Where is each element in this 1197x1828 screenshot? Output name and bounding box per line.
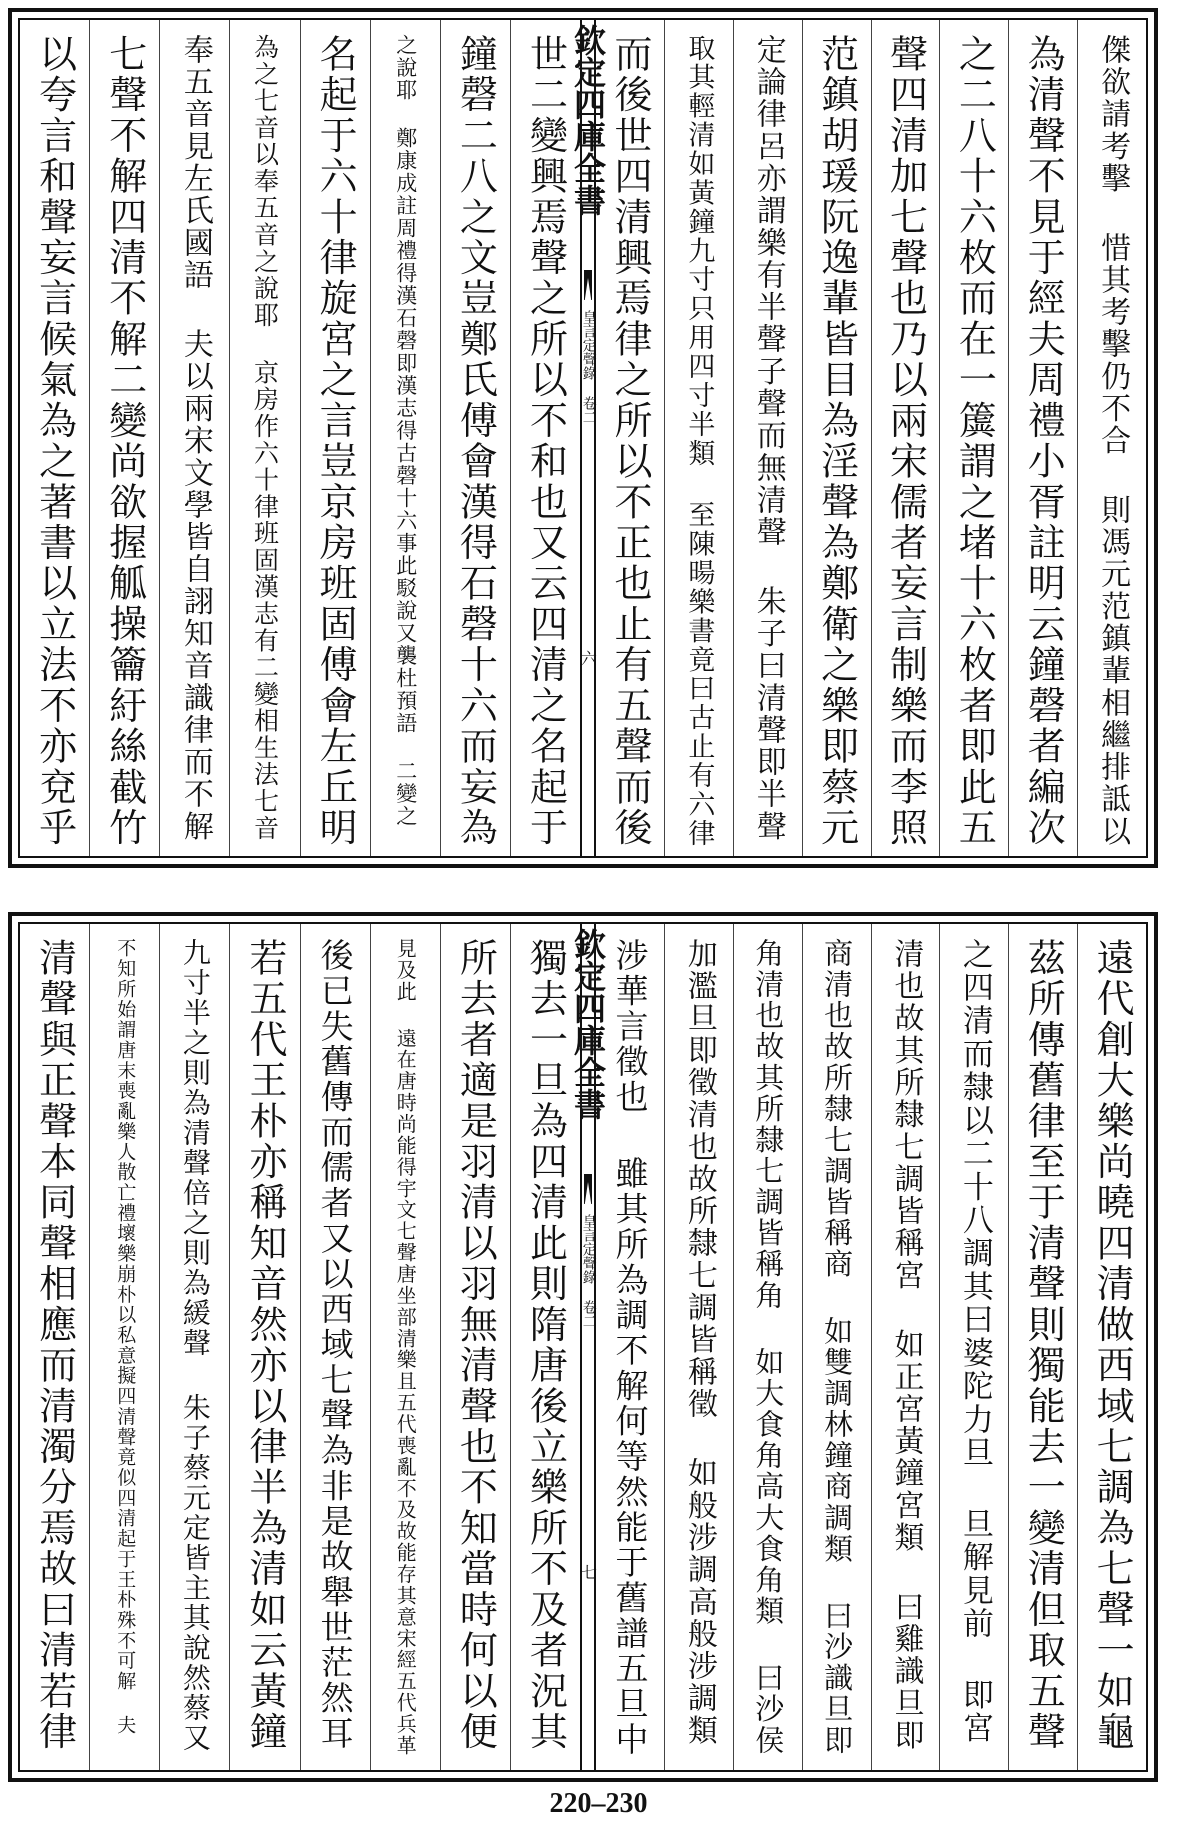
text-column: 七聲不解四清不解二變尚欲握觚操籥紆絲截竹 (89, 20, 159, 856)
text-column: 涉華言徵也 雖其所為調不解何等然能于舊譜五旦中 (610, 938, 650, 1758)
text-column: 而後世四清興焉律之所以不正也止有五聲而後 (607, 34, 652, 849)
text-column: 角清也故其所隸七調皆稱角 如大食角高大食角類 曰沙侯 (733, 924, 802, 1770)
text-column: 見及此 遠在唐時尚能得宇文七聲唐坐部清樂且五代喪亂不及故能存其意宋經五代兵革 (370, 924, 440, 1770)
text-column: 加濫旦即徵清也故所隸七調皆稱徵 如般涉調高般涉調類 (664, 924, 733, 1770)
text-column: 清聲與正聲本同聲相應而清濁分焉故曰清若律 (32, 938, 77, 1753)
folio-number: 七 (578, 1564, 598, 1580)
text-column: 之四清而隸以二十八調其曰婆陀力旦 旦解見前 即宮 (939, 924, 1008, 1770)
book-title: 欽定四庫全書 (569, 928, 607, 1120)
scan-reference-number: 220–230 (549, 1788, 648, 1819)
left-text-block (20, 924, 582, 1770)
text-column: 商清也故所隸七調皆稱商 如雙調林鐘商調類 曰沙識旦即 (802, 924, 871, 1770)
text-column: 九寸半之則為清聲倍之則為緩聲 朱子蔡元定皆主其說然蔡又 (159, 924, 229, 1770)
text-column: 不知所始謂唐末喪亂樂人散亡禮壞樂崩朴以私意擬四清聲竟似四清起于王朴殊不可解 夫 (89, 924, 159, 1770)
right-text-block (594, 20, 1146, 856)
text-column: 以夸言和聲妄言候氣為之著書以立法不亦兗乎 (32, 34, 77, 849)
text-column: 名起于六十律旋宮之言豈京房班固傅會左丘明 (300, 20, 370, 856)
folio-number: 六 (578, 650, 598, 666)
left-text-block (20, 20, 582, 856)
volume-label: 皇言定聲錄 卷二 (580, 1214, 597, 1328)
right-text-block (594, 924, 1146, 1770)
book-title: 欽定四庫全書 (569, 24, 607, 216)
text-column: 為清聲不見于經夫周禮小胥註明云鐘磬者編次 (1008, 20, 1077, 856)
page-top (8, 8, 1158, 868)
text-column: 之說耶 鄭康成註周禮得漢石磬即漢志得古磬十六事此駁說又襲杜預語 二變之 (370, 20, 440, 856)
text-column: 聲四清加七聲也乃以兩宋儒者妄言制樂而李照 (871, 20, 940, 856)
text-column: 遠代創大樂尚曉四清做西域七調為七聲一如龜 (1077, 924, 1146, 1770)
center-spine (569, 20, 607, 856)
text-column: 茲所傳舊律至于清聲則獨能去一變清但取五聲 (1008, 924, 1077, 1770)
text-column: 為之七音以奉五音之說耶 京房作六十律班固漢志有二變相生法七音 (229, 20, 299, 856)
fish-tail-ornament-icon (584, 270, 592, 300)
text-column: 世二變興焉聲之所以不和也又云四清之名起于 (510, 20, 580, 856)
text-column: 定論律呂亦謂樂有半聲子聲而無清聲 朱子曰清聲即半聲 (733, 20, 802, 856)
volume-label: 皇言定聲錄 卷二 (580, 310, 597, 424)
page-bottom (8, 912, 1158, 1782)
text-column: 取其輕清如黃鐘九寸只用四寸半類 至陳暘樂書竟曰古止有六律 (664, 20, 733, 856)
text-column: 奉五音見左氏國語 夫以兩宋文學皆自詡知音識律而不解 (159, 20, 229, 856)
text-column: 之二八十六枚而在一簴謂之堵十六枚者即此五 (939, 20, 1008, 856)
text-column: 清也故其所隸七調皆稱宮 如正宮黃鐘宮類 曰雞識旦即 (871, 924, 940, 1770)
text-column: 所去者適是羽清以羽無清聲也不知當時何以便 (440, 924, 510, 1770)
text-column: 傑欲請考擊 惜其考擊仍不合 則馮元范鎮輩相繼排詆以 (1077, 20, 1146, 856)
page-top-frame (18, 18, 1148, 858)
text-column: 范鎮胡瑗阮逸輩皆目為淫聲為鄭衛之樂即蔡元 (802, 20, 871, 856)
text-column: 獨去一旦為四清此則隋唐後立樂所不及者況其 (510, 924, 580, 1770)
page-bottom-frame (18, 922, 1148, 1772)
center-spine (569, 924, 607, 1770)
text-column: 後已失舊傳而儒者又以西域七聲為非是故舉世茫然耳 (300, 924, 370, 1770)
text-column: 鐘磬二八之文豈鄭氏傅會漢得石磬十六而妄為 (440, 20, 510, 856)
fish-tail-ornament-icon (584, 1174, 592, 1204)
text-column: 若五代王朴亦稱知音然亦以律半為清如云黃鐘 (229, 924, 299, 1770)
